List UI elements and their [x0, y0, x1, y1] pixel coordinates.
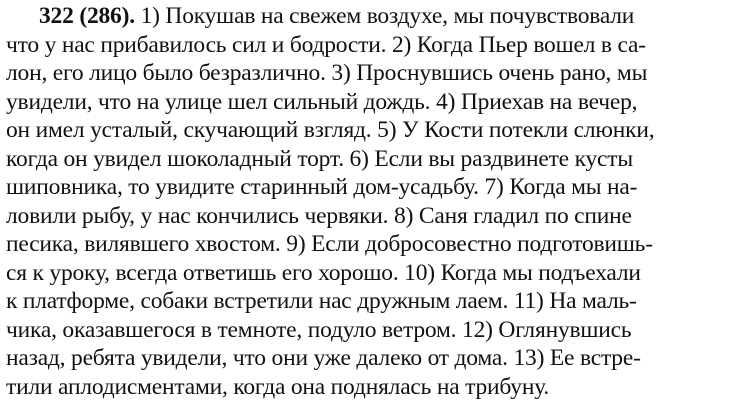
- exercise-line: чика, оказавшегося в темноте, подуло ветром. 12) Оглянувшись: [6, 316, 632, 343]
- exercise-line: ся к уроку, всегда ответишь его хорошо. 10) Когда мы подъехали: [6, 259, 641, 286]
- exercise-line-1-text: 1) Покушав на свежем воздухе, мы почувствовали: [134, 3, 635, 29]
- exercise-line-1: [6, 2, 724, 31]
- exercise-line: когда он увидел шоколадный торт. 6) Если вы раздвинете кусты: [6, 145, 633, 172]
- exercise-line: к платформе, собаки встретили нас дружным лаем. 11) На маль-: [6, 288, 637, 314]
- exercise-line: ловили рыбу, у нас кончились червяки. 8) Саня гладил по спине: [6, 202, 632, 229]
- exercise-line: увидели, что на улице шел сильный дождь. 4) Приехав на вечер,: [6, 88, 638, 115]
- exercise-line: что у нас прибавилось сил и бодрости. 2) Когда Пьер вошел в са-: [6, 31, 646, 58]
- exercise-line: назад, ребята увидели, что они уже далеко от дома. 13) Ее встре-: [6, 345, 641, 371]
- exercise-line: он имел усталый, скучающий взгляд. 5) У Кости потекли слюнки,: [6, 117, 655, 143]
- exercise-line: песика, вилявшего хвостом. 9) Если добросовестно подготовишь-: [6, 231, 653, 257]
- exercise-text: [6, 2, 724, 401]
- exercise-line: тили аплодисментами, когда она поднялась на трибуну.: [6, 373, 550, 400]
- exercise-line: лон, его лицо было безразлично. 3) Проснувшись очень рано, мы: [6, 60, 648, 86]
- exercise-line: шиповника, то увидите старинный дом-усадьбу. 7) Когда мы на-: [6, 174, 638, 200]
- exercise-number: 322 (286).: [39, 3, 135, 29]
